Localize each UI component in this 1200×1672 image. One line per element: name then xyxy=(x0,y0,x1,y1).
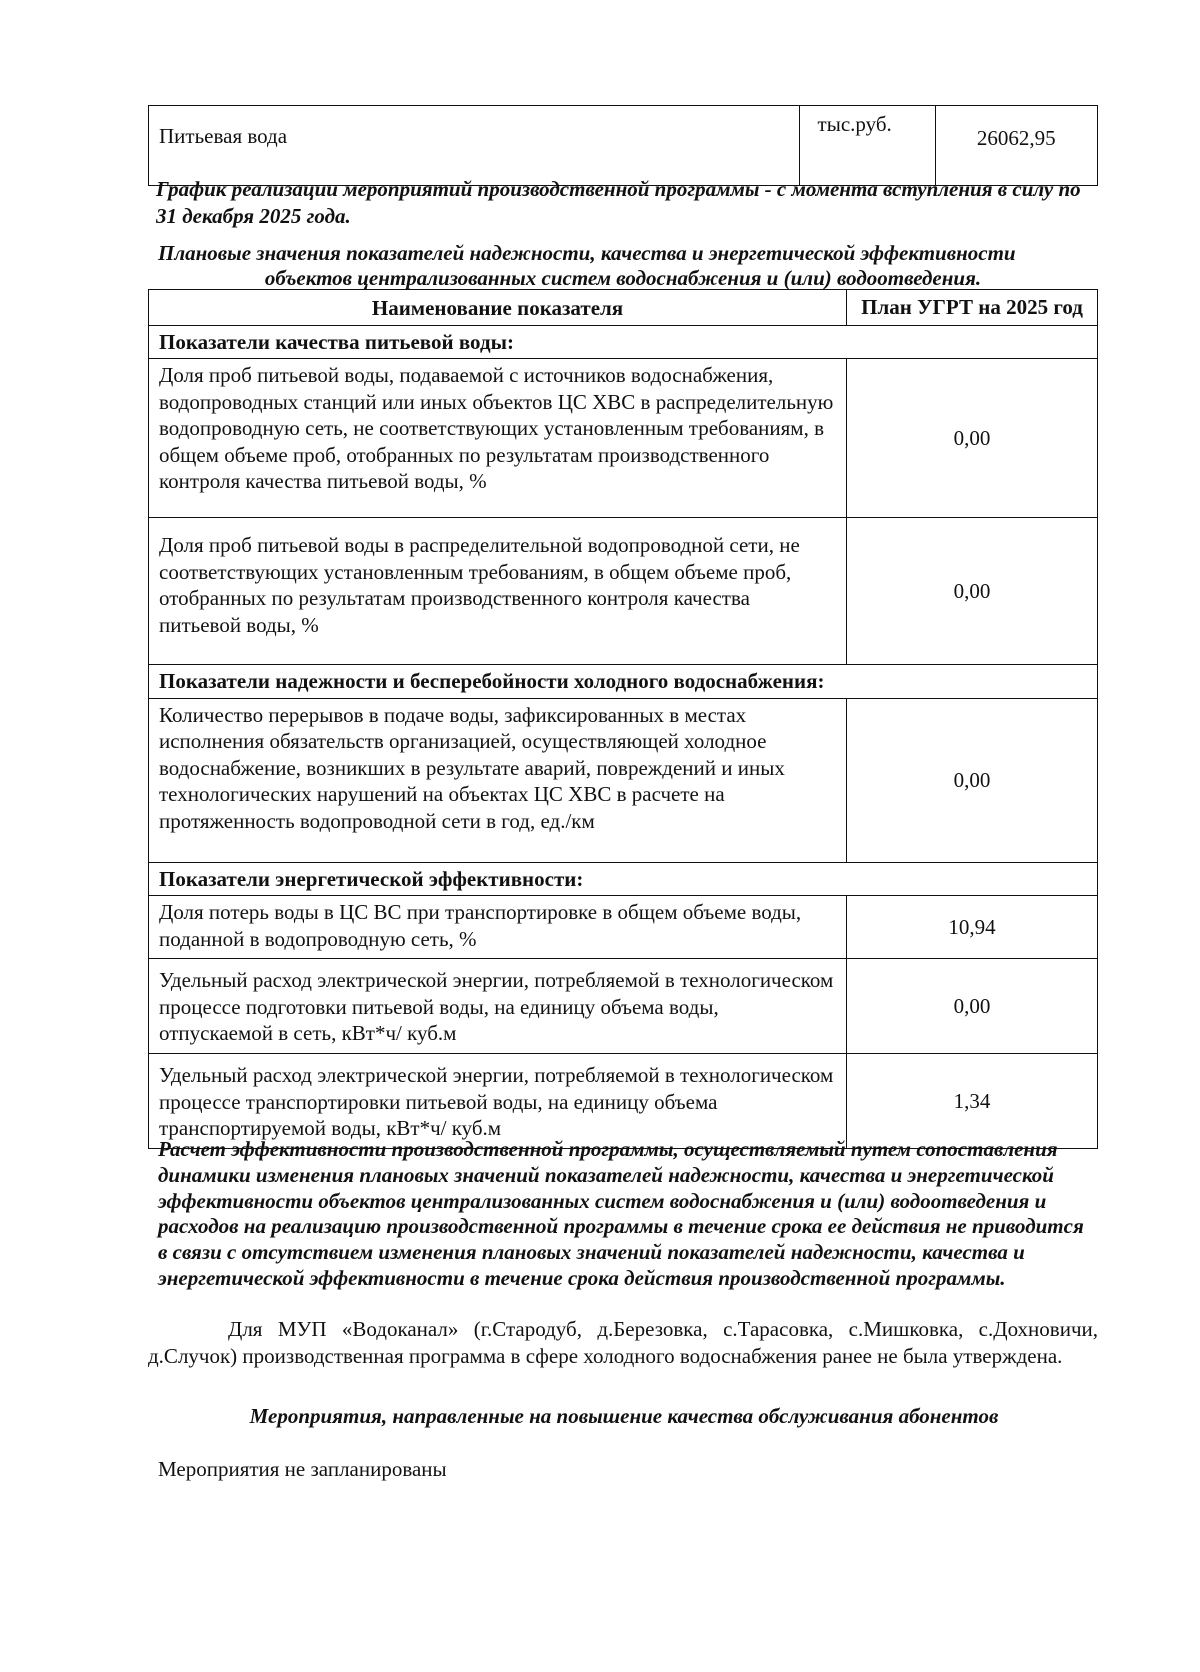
row-value: 1,34 xyxy=(847,1054,1098,1149)
row-value: 0,00 xyxy=(847,698,1098,862)
indicators-table xyxy=(148,289,1098,1149)
table-header-row xyxy=(149,290,1098,326)
table-row xyxy=(149,518,1098,665)
cost-name: Питьевая вода xyxy=(149,106,800,186)
planned-title-line1: Плановые значения показателей надежности, качества и энергетической эффективности xyxy=(158,241,1016,265)
measures-title: Мероприятия, направленные на повышение качества обслуживания абонентов xyxy=(249,1404,999,1428)
cost-table xyxy=(148,105,1098,186)
cost-row xyxy=(149,106,1098,186)
row-name: Удельный расход электрической энергии, потребляемой в технологическом процессе транспортировки питьевой воды, на единицу объема транспортируемой воды, кВт*ч/ куб.м xyxy=(149,1054,847,1149)
row-name: Удельный расход электрической энергии, потребляемой в технологическом процессе подготовки питьевой воды, на единицу объема воды, отпускаемой в сеть, кВт*ч/ куб.м xyxy=(149,959,847,1054)
cost-value: 26062,95 xyxy=(935,106,1097,186)
efficiency-note: Расчет эффективности производственной программы, осуществляемый путем сопоставления динамики изменения плановых значений показателей надежности, качества и энергетической эффективности объектов централизованных систем водоснабжения и (или) водоотведения и расходов на реализацию производственной программы в течение срока ее действия не приводится в связи с отсутствием изменения плановых значений показателей надежности, качества и энергетической эффективности в течение срока действия производственной программы. xyxy=(158,1137,1084,1290)
row-name: Доля проб питьевой воды, подаваемой с источников водоснабжения, водопроводных станций или иных объектов ЦС ХВС в распределительную водопроводную сеть, не соответствующих установленным требованиям, в общем объеме проб, отобранных по результатам производственного контроля качества питьевой воды, % xyxy=(149,359,847,518)
table-row xyxy=(149,1054,1098,1149)
body-paragraph xyxy=(148,1316,1098,1369)
row-value: 0,00 xyxy=(847,959,1098,1054)
section-row xyxy=(149,862,1098,896)
row-value: 0,00 xyxy=(847,359,1098,518)
planned-title-line2: объектов централизованных систем водоснабжения и (или) водоотведения. xyxy=(264,266,982,290)
table-row xyxy=(149,959,1098,1054)
section-row xyxy=(149,325,1098,359)
row-value: 10,94 xyxy=(847,896,1098,959)
section-energy: Показатели энергетической эффективности: xyxy=(149,862,1098,896)
no-measures-text: Мероприятия не запланированы xyxy=(158,1457,447,1481)
row-name: Доля проб питьевой воды в распределительной водопроводной сети, не соответствующих установленным требованиям, в общем объеме проб, отобранных по результатам производственного контроля качества питьевой воды, % xyxy=(149,518,847,665)
row-name: Количество перерывов в подаче воды, зафиксированных в местах исполнения обязательств организацией, осуществляющей холодное водоснабжение, возникших в результате аварий, повреждений и иных технологических нарушений на объектах ЦС ХВС в расчете на протяженность водопроводной сети в год, ед./км xyxy=(149,698,847,862)
table-row xyxy=(149,896,1098,959)
section-row xyxy=(149,665,1098,699)
header-name: Наименование показателя xyxy=(149,290,847,326)
row-value: 0,00 xyxy=(847,518,1098,665)
section-reliability: Показатели надежности и бесперебойности холодного водоснабжения: xyxy=(149,665,1098,699)
section-quality: Показатели качества питьевой воды: xyxy=(149,325,1098,359)
cost-unit: тыс.руб. xyxy=(799,106,935,186)
table-row xyxy=(149,698,1098,862)
schedule-text: График реализации мероприятий производственной программы - с момента вступления в силу по 31 декабря 2025 года. xyxy=(156,177,1081,228)
body-paragraph-text: Для МУП «Водоканал» (г.Стародуб, д.Березовка, с.Тарасовка, с.Мишковка, с.Дохновичи, д.Случок) производственная программа в сфере холодного водоснабжения ранее не была утверждена. xyxy=(148,1317,1098,1368)
header-plan: План УГРТ на 2025 год xyxy=(847,290,1098,326)
row-name: Доля потерь воды в ЦС ВС при транспортировке в общем объеме воды, поданной в водопроводную сеть, % xyxy=(149,896,847,959)
table-row xyxy=(149,359,1098,518)
